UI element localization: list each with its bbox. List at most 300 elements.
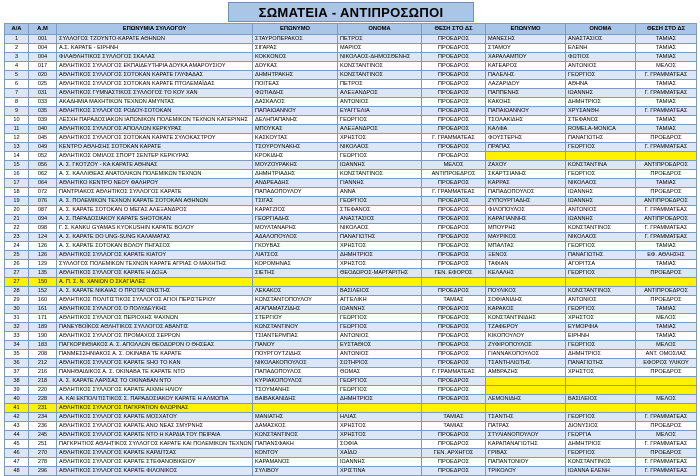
registry-number-cell: 270 [29,448,57,457]
table-row [5,385,697,394]
rep2-position-cell: ΤΑΜΙΑΣ [636,304,697,313]
club-name-cell: ΑΘΛΗΤΙΚΟΣ ΣΥΛΛΟΓΟΣ ΠΑΓΚΡΑΤΙΟΝ ΦΛΩΡΙΝΑΣ [57,403,253,412]
rep2-surname-cell: ΦΟΥΣΤΕΡΗΣ [486,133,566,142]
table-row [5,106,697,115]
row-number-cell: 30 [5,304,29,313]
registry-number-cell: 135 [29,268,57,277]
club-name-cell: ΑΘΛΗΤΙΚΟΣ ΣΥΛΛΟΓΟΣ ΚΑΡΑΤΕ ΦΙΛΟΝΙΚΟΣ [57,466,253,475]
club-name-cell: ΑΘΛΗΤΙΚΟΣ ΣΥΛΛΟΓΟΣ ΣΟΤΟΚΑΝ ΚΑΡΑΤΕ ΠΤΟΛΕΜΑΪΔΑΣ [57,79,253,88]
rep1-name-cell: ΓΙΑΝΝΗΣ [338,178,422,187]
rep1-surname-cell: ΚΑΣΚΟΥΤΑΣ [253,133,338,142]
rep1-name-cell: ΝΙΚΟΛΑΟΣ [338,223,422,232]
table-row [5,250,697,259]
rep1-name-cell: ΣΩΤΗΡΙΟΣ [338,358,422,367]
rep2-name-cell [566,385,636,394]
rep2-surname-cell: ΤΣΟΛΑΚΙΔΗΣ [486,115,566,124]
registry-number-cell: 020 [29,70,57,79]
rep1-name-cell: ΑΝΝΑ [338,187,422,196]
club-name-cell: ΠΑΓΚΟΡΙΝΘΙΑΚΟΣ Α. Σ. ΑΠΟΛΛΩΝ ΘΕΟΔΩΡΟΝ Ο ΘΗΣΕΑΣ [57,340,253,349]
row-number-cell: 15 [5,160,29,169]
row-number-cell: 1 [5,34,29,43]
rep2-position-cell: ΑΝΤΙΠΡΟΕΔΡΟΣ [636,286,697,295]
rep2-name-cell: ΓΕΩΡΓΙΟΣ [566,169,636,178]
rep2-name-cell: ΚΩΝΣΤΑΝΤΙΝΟΣ [566,286,636,295]
rep1-surname-cell: ΔΗΜΗΤΡΑΚΗΣ [253,70,338,79]
rep1-position-cell: ΠΡΟΕΔΡΟΣ [422,205,486,214]
table-row [5,151,697,160]
rep2-name-cell: ΠΑΝΑΓΙΩΤΗΣ [566,358,636,367]
club-name-cell: ΦΙΛΑΘΛΗΤΙΚΟΣ ΣΥΛΛΟΓΟΣ ΣΚΑΛΑΣ [57,52,253,61]
registry-number-cell: 129 [29,259,57,268]
registry-number-cell: 056 [29,160,57,169]
table-row [5,286,697,295]
rep2-name-cell: ΚΩΝΣΤΑΝΤΙΝΑ [566,160,636,169]
row-number-cell: 3 [5,52,29,61]
rep2-position-cell: ΠΡΟΕΔΡΟΣ [636,169,697,178]
rep2-surname-cell: ΦΙΛΟΠΟΥΛΟΣ [486,205,566,214]
rep2-position-cell: ΠΡΟΕΔΡΟΣ [636,367,697,376]
row-number-cell: 23 [5,232,29,241]
rep1-surname-cell: ΚΑΡΑΜΑΝΟΣ [253,457,338,466]
rep2-position-cell: ΤΑΜΙΑΣ [636,43,697,52]
row-number-cell: 24 [5,241,29,250]
row-number-cell: 12 [5,133,29,142]
rep2-name-cell [566,403,636,412]
rep2-position-cell: Γ. ΓΡΑΜΜΑΤΕΑΣ [636,142,697,151]
rep1-position-cell [422,403,486,412]
rep1-name-cell: ΑΛΕΞΑΝΔΡΟΣ [338,88,422,97]
rep2-surname-cell: ΠΡΑΠΑΣ [486,142,566,151]
registry-number-cell: 212 [29,358,57,367]
rep2-name-cell: ΝΙΚΟΛΑΟΣ [566,232,636,241]
rep2-name-cell: ΓΕΩΡΓΙΟΣ [566,142,636,151]
table-row [5,259,697,268]
rep1-name-cell: ΑΛΕΞΑΝΔΡΟΣ [338,124,422,133]
rep1-name-cell: ΧΑΪΔΩ [338,448,422,457]
registry-number-cell: 251 [29,439,57,448]
rep2-name-cell: ΓΕΩΡΓΙΟΣ [566,340,636,349]
rep1-name-cell: ΘΩΜΑΣ [338,367,422,376]
rep1-position-cell: ΤΑΜΙΑΣ [422,412,486,421]
registry-number-cell: 087 [29,205,57,214]
rep2-surname-cell: ΚΑΛΦΑ [486,124,566,133]
rep1-position-cell: ΤΑΜΙΑΣ [422,295,486,304]
row-number-cell: 41 [5,403,29,412]
rep1-name-cell: ΑΝΤΩΝΙΟΣ [338,331,422,340]
rep2-position-cell [636,277,697,286]
rep2-name-cell: ΓΕΩΡΓΙΑ [566,430,636,439]
club-name-cell: ΛΕΣΧΗ ΠΑΡΑΔΟΣΙΑΚΩΝ ΙΑΠΩΝΙΚΩΝ ΠΟΛΕΜΙΚΩΝ ΤΕΧΝΩΝ ΚΑΤΕΡΙΝΗΣ [57,115,253,124]
table-row [5,232,697,241]
rep2-surname-cell: ΚΑΚΟΗΣ [486,97,566,106]
rep1-surname-cell: ΤΣΟΥΜΑΝΗΣ [253,385,338,394]
club-name-cell: ΑΘΛΗΤΙΚΟΣ ΣΥΛΛΟΓΟΣ ΠΡΟΜΑΧΟΣ ΣΕΡΡΩΝ [57,331,253,340]
registry-number-cell: 076 [29,196,57,205]
rep1-surname-cell: ΣΤΑΥΡΟΠΕΡΑΚΟΣ [253,34,338,43]
registry-number-cell: 004 [29,43,57,52]
rep2-position-cell: ΠΡΟΕΔΡΟΣ [636,448,697,457]
table-row [5,430,697,439]
rep1-name-cell: ΒΑΣΙΛΕΙΟΣ [338,286,422,295]
club-name-cell: Α. Σ. ΚΑΡΑΤΕ ΝΙΚΑΙΑΣ Ο ΠΡΩΤΑΓΩΝΙΣΤΗΣ [57,286,253,295]
rep2-surname-cell [486,376,566,385]
club-name-cell: ΑΘΛΗΤΙΚΟΣ ΣΥΛΛΟΓΟΣ ΚΑΡΑΤΕ ΚΑΡΔΙΤΣΑΣ [57,448,253,457]
rep2-name-cell: ΕΙΡΗΝΗ [566,331,636,340]
table-row [5,466,697,475]
row-number-cell: 32 [5,322,29,331]
table-row [5,142,697,151]
rep2-position-cell: ΑΝΤΙΠΡΟΕΔΡΟΣ [636,160,697,169]
rep1-position-cell: ΠΡΟΕΔΡΟΣ [422,223,486,232]
rep1-surname-cell: ΓΚΟΥΒΑΣ [253,241,338,250]
registry-number-cell: 035 [29,106,57,115]
registry-number-cell: 052 [29,151,57,160]
row-number-cell: 2 [5,43,29,52]
club-name-cell: ΠΑΝΤΡΙΑΚΟΣ ΑΘΛΗΤΙΚΟΣ ΣΥΛΛΟΓΟΣ ΚΑΡΑΤΕ [57,187,253,196]
column-header: ΟΝΟΜΑ [566,24,636,35]
rep1-position-cell: ΠΡΟΕΔΡΟΣ [422,376,486,385]
rep2-position-cell: ΑΝΤ. ΟΜΟΣ/ΙΑΣ [636,349,697,358]
rep2-name-cell: ΑΝΤΩΝΙΟΣ [566,61,636,70]
row-number-cell: 33 [5,331,29,340]
rep1-surname-cell: ΚΡΟΚΙΔΗΣ [253,151,338,160]
registry-number-cell: 004 [29,52,57,61]
registry-number-cell: 025 [29,79,57,88]
rep2-surname-cell [486,277,566,286]
rep2-surname-cell: ΜΠΑΛΤΑΣ [486,241,566,250]
rep1-name-cell: ΧΡΗΣΤΟΣ [338,241,422,250]
rep2-surname-cell: ΤΣΑΝΤΗΣ [486,412,566,421]
registry-number-cell: 183 [29,340,57,349]
column-header: Α.Μ [29,24,57,35]
rep2-position-cell: Γ. ΓΡΑΜΜΑΤΕΑΣ [636,70,697,79]
rep2-name-cell: ΑΝΤΩΝΙΟΣ [566,205,636,214]
rep2-surname-cell: ΤΡΙΚΟΛΟΥ [486,466,566,475]
rep2-surname-cell [486,403,566,412]
rep2-surname-cell: ΑΜΒΡΑΖΗΣ [486,367,566,376]
rep2-surname-cell: ΠΑΠΑΔΟΠΟΥΛΟΣ [486,187,566,196]
rep1-name-cell: ΓΕΩΡΓΙΟΣ [338,385,422,394]
rep1-position-cell [422,277,486,286]
rep1-name-cell: ΜΑΡΙΟΣ [338,43,422,52]
table-row [5,340,697,349]
rep1-name-cell: ΝΙΚΟΛΑΟΣ-ΔΗΜΟΣΘΕΝΗΣ [338,52,422,61]
rep2-name-cell: ΦΩΤΙΟΣ [566,52,636,61]
rep1-name-cell: ΣΟΦΙΑ [338,439,422,448]
rep2-position-cell: ΤΑΜΙΑΣ [636,241,697,250]
rep2-position-cell: ΤΑΜΙΑΣ [636,79,697,88]
table-row [5,277,697,286]
rep2-position-cell [636,385,697,394]
rep1-position-cell: Γ. ΓΡΑΜΜΑΤΕΑΣ [422,367,486,376]
row-number-cell: 8 [5,97,29,106]
table-row [5,349,697,358]
club-name-cell: ΑΘΛΗΤΙΚΟΣ ΣΥΛΛΟΓΟΣ ΚΑΡΑΤΕ ΣΤΕΦΑΝΟΒΙΚΕΙΟΥ [57,457,253,466]
club-name-cell: ΣΥΛΛΟΓΟΣ ΠΟΛΕΜΙΚΩΝ ΤΕΧΝΩΝ ΚΑΡΑΤΕ ΑΓΡΙΑΣ Ο ΜΑΧΗΤΗΣ [57,259,253,268]
row-number-cell: 17 [5,178,29,187]
rep1-position-cell: ΠΡΟΕΔΡΟΣ [422,124,486,133]
rep2-name-cell: ΒΑΣΙΛΕΙΟΣ [566,394,636,403]
rep2-position-cell: ΜΕΛΟΣ [636,394,697,403]
table-row [5,187,697,196]
rep2-surname-cell: ΛΕΜΟΝΙΔΗΣ [486,394,566,403]
rep1-surname-cell: ΠΑΠΑΔΟΠΟΥΛΟΣ [253,367,338,376]
rep2-name-cell: ΙΩΑΝΝΗΣ [566,214,636,223]
rep2-surname-cell: ΧΑΡΑΛΑΜΠΟΥ [486,52,566,61]
rep1-surname-cell: ΔΑΜΑΣΚΟΣ [253,421,338,430]
rep1-position-cell: ΠΡΟΕΔΡΟΣ [422,331,486,340]
registry-number-cell: 040 [29,124,57,133]
rep2-name-cell: ΙΩΑΝΝΗΣ [566,196,636,205]
rep1-surname-cell: ΠΑΝΟΥ [253,340,338,349]
rep2-name-cell: ΝΙΚΟΛΑΟΣ [566,178,636,187]
rep1-position-cell: ΠΡΟΕΔΡΟΣ [422,106,486,115]
rep2-position-cell: ΤΑΜΙΑΣ [636,331,697,340]
rep2-position-cell: ΜΕΛΟΣ [636,430,697,439]
rep1-surname-cell: ΚΟΡΟΜΗΝΑΣ [253,259,338,268]
registry-number-cell: 033 [29,97,57,106]
rep2-surname-cell: ΠΑΛΕΛΗΣ [486,70,566,79]
rep1-name-cell: ΙΩΑΝΝΗΣ [338,160,422,169]
table-row [5,331,697,340]
club-name-cell: ΑΘΛΗΤΙΚΟΣ ΣΥΛΛΟΓΟΣ ΚΑΡΑΤΕ ΑΝΩ ΝΕΑΣ ΣΜΥΡΝΗΣ [57,421,253,430]
table-row [5,133,697,142]
rep1-name-cell: ΕΥΣΤΑΘΙΟΣ [338,340,422,349]
registry-number-cell: 190 [29,331,57,340]
registry-number-cell: 045 [29,133,57,142]
rep1-position-cell: ΠΡΟΕΔΡΟΣ [422,313,486,322]
rep1-surname-cell: ΠΟΥΡΓΟΥΤΖΙΔΗΣ [253,349,338,358]
registry-number-cell: 189 [29,322,57,331]
rep1-position-cell: ΠΡΟΕΔΡΟΣ [422,196,486,205]
rep2-surname-cell: ΞΕΝΟΣ [486,250,566,259]
rep2-surname-cell: ΚΑΡΑΓΙΑΝΝΗΣ [486,214,566,223]
club-name-cell: ΑΘΛΗΤΙΚΟΣ ΣΥΛΛΟΓΟΣ ΚΑΡΑΤΕ ΜΟΣΧΑΤΟΥ [57,412,253,421]
table-row [5,439,697,448]
row-number-cell: 27 [5,268,29,277]
rep2-name-cell: ΕΛΕΝΗ [566,43,636,52]
club-name-cell: Α. Π. Σ. Ν. ΧΑΝΙΩΝ Ο ΣΚΑΓΙΑΛΕΣ [57,277,253,286]
rep2-surname-cell: ΠΑΠΑΝΤΩΝΙΟΥ [486,457,566,466]
rep1-position-cell: ΠΡΟΕΔΡΟΣ [422,151,486,160]
rep1-surname-cell: ΜΟΥΛΤΑΝΑΡΗΣ [253,223,338,232]
registry-number-cell: 220 [29,385,57,394]
club-name-cell: ΑΘΛΗΤΙΚΟΣ ΣΥΛΛΟΓΟΣ Ο ΠΟΛΥΔΕΥΚΗΣ [57,304,253,313]
rep1-surname-cell [253,403,338,412]
rep2-surname-cell: ΤΖΑΦΕΡΟΥ [486,322,566,331]
rep1-surname-cell: ΦΩΤΙΑΔΗΣ [253,88,338,97]
rep1-name-cell: ΓΕΩΡΓΙΟΣ [338,196,422,205]
club-name-cell: ΑΘΛΗΤΙΚΟΣ ΣΥΛΛΟΓΟΣ ΚΑΡΑΤΕ Η ΔΟΞΑ [57,268,253,277]
rep1-position-cell: ΠΡΟΕΔΡΟΣ [422,70,486,79]
table-row [5,52,697,61]
club-name-cell: Α. Σ. ΚΑΡΑΤΕ ΣΟΤΟΚΑΝ ΒΟΛΟΥ ΠΗΓΑΣΟΣ [57,241,253,250]
rep1-position-cell: Γ. ΓΡΑΜΜΑΤΕΑΣ [422,133,486,142]
rep2-surname-cell: ΛΑΖΑΡΙΔΟΥ [486,79,566,88]
rep2-name-cell [566,277,636,286]
row-number-cell: 36 [5,358,29,367]
rep1-position-cell: ΠΡΟΕΔΡΟΣ [422,61,486,70]
rep2-surname-cell: ΤΣΑΝΤΗΛΙΩΤΗΣ [486,358,566,367]
rep2-name-cell: ΙΩΑΝΝΗΣ [566,187,636,196]
rep2-surname-cell: ΠΟΥΛΙΚΟΣ [486,286,566,295]
row-number-cell: 48 [5,466,29,475]
rep2-name-cell: ΧΡΗΣΤΟΣ [566,313,636,322]
rep1-name-cell: ΑΝΑΣΤΑΣΙΟΣ [338,214,422,223]
rep2-position-cell: ΜΕΛΟΣ [636,313,697,322]
table-row [5,304,697,313]
rep1-position-cell: Γ. ΓΡΑΜΜΑΤΕΑΣ [422,187,486,196]
rep1-position-cell: ΠΡΟΕΔΡΟΣ [422,394,486,403]
column-header: ΘΕΣΗ ΣΤΟ ΔΣ [636,24,697,35]
rep1-surname-cell [253,277,338,286]
rep1-surname-cell: ΔΗΜΗΤΡΙΑΔΗΣ [253,169,338,178]
rep1-name-cell: ΙΩΑΝΝΗΣ [338,457,422,466]
column-header: ΕΠΩΝΥΜΟ [486,24,566,35]
rep2-position-cell: Γ. ΓΡΑΜΜΑΤΕΑΣ [636,457,697,466]
rep2-name-cell: ΙΩΑΝΝΑ ΕΛΕΝΗ [566,466,636,475]
row-number-cell: 47 [5,457,29,466]
registry-number-cell: 245 [29,430,57,439]
rep1-position-cell: ΠΡΟΕΔΡΟΣ [422,241,486,250]
table-row [5,241,697,250]
registry-number-cell: 231 [29,403,57,412]
club-name-cell: ΑΘΛΗΤΙΚΟΣ ΟΜΙΛΟΣ ΣΠΟΡΤ ΣΕΝΤΕΡ ΚΕΡΚΥΡΑΣ [57,151,253,160]
rep1-surname-cell: ΑΔΑΛΟΠΟΥΛΟΣ [253,232,338,241]
rep2-position-cell: ΑΝΤΙΠΡΟΕΔΡΟΣ [636,214,697,223]
rep2-name-cell: ΓΕΩΡΓΙΟΣ [566,268,636,277]
row-number-cell: 22 [5,223,29,232]
rep2-surname-cell: ΚΑΡΡΑΣ [486,178,566,187]
table-row [5,34,697,43]
rep1-surname-cell: ΚΟΝΤΟΥ [253,448,338,457]
rep1-surname-cell: ΛΙΑΤΣΟΣ [253,250,338,259]
registry-number-cell: 228 [29,394,57,403]
row-number-cell: 20 [5,205,29,214]
rep2-surname-cell: ΚΙΚΟΠΟΥΛΟΥ [486,331,566,340]
table-row [5,268,697,277]
rep2-surname-cell: ΚΑΡΑΚΟΣ [486,304,566,313]
registry-number-cell: 278 [29,457,57,466]
club-name-cell: ΑΘΛΗΤΙΚΟΣ ΣΥΛΛΟΓΟΣ ΑΠΟΛΛΩΝ ΚΕΡΚΥΡΑΣ [57,124,253,133]
rep1-position-cell: ΠΡΟΕΔΡΟΣ [422,250,486,259]
rep2-name-cell: ΑΓΟΡΙΤΣΑ [566,259,636,268]
rep2-name-cell: ΑΘΗΝΑ [566,79,636,88]
rep1-position-cell: ΠΡΟΕΔΡΟΣ [422,52,486,61]
table-row [5,79,697,88]
rep1-position-cell: ΠΡΟΕΔΡΟΣ [422,322,486,331]
rep2-position-cell: ΤΑΜΙΑΣ [636,322,697,331]
rep2-name-cell: ΚΩΝΣΤΑΝΤΙΝΟΣ [566,223,636,232]
rep1-surname-cell: ΔΑΣΚΑΛΟΣ [253,97,338,106]
table-row [5,376,697,385]
registry-number-cell: 064 [29,178,57,187]
rep2-position-cell: ΤΑΜΙΑΣ [636,52,697,61]
row-number-cell: 21 [5,214,29,223]
club-name-cell: Α. Σ. ΓΚΟΤΖΟΥ - ΚΑ ΚΑΡΑΤΕ ΑΘΗΝΑΣ [57,160,253,169]
table-row [5,322,697,331]
rep2-position-cell: Γ. ΓΡΑΜΜΑΤΕΑΣ [636,223,697,232]
rep1-position-cell: ΠΡΟΕΔΡΟΣ [422,97,486,106]
table-row [5,160,697,169]
rep1-position-cell: ΠΡΟΕΔΡΟΣ [422,142,486,151]
rep2-surname-cell [486,151,566,160]
registry-number-cell: 171 [29,313,57,322]
rep1-position-cell: ΠΡΟΕΔΡΟΣ [422,214,486,223]
rep2-position-cell: ΕΦ. ΑΘΛΗΣΗΣ [636,250,697,259]
rep2-surname-cell: ΜΑΥΡΙΚΟΣ [486,232,566,241]
table-row [5,448,697,457]
table-body [5,34,697,475]
club-name-cell: Α. ΚΑΙ ΕΚΠΟΛΙΤΙΣΤΙΚΟΣ Σ. ΠΑΡΑΔΟΣΙΑΚΟΥ ΚΑΡΑΤΕ Η ΑΛΜΩΠΙΑ [57,394,253,403]
club-name-cell: ΑΘΛΗΤΙΚΟΣ ΠΟΛΙΤΙΣΤΙΚΟΣ ΣΥΛΛΟΓΟΣ ΑΓΙΟΙ ΠΕΡΙΣΤΕΡΙΟΥ [57,295,253,304]
rep1-surname-cell: ΜΠΟΥΚΑΣ [253,124,338,133]
rep2-surname-cell: ΠΑΤΡΑΣ [486,421,566,430]
rep1-position-cell: ΠΡΟΕΔΡΟΣ [422,466,486,475]
column-header: ΕΠΩΝΥΜΟ [253,24,338,35]
rep1-name-cell: ΧΡΗΣΤΟΣ [338,430,422,439]
club-name-cell: ΑΘΛΗΤΙΚΟ ΚΕΝΤΡΟ ΝΕΟΥ ΦΑΛΗΡΟΥ [57,178,253,187]
row-number-cell: 35 [5,349,29,358]
rep2-position-cell: ΤΑΜΙΑΣ [636,115,697,124]
registry-number-cell: 236 [29,421,57,430]
rep1-surname-cell: ΣΤΕΡΓΙΟΥ [253,313,338,322]
rep1-surname-cell: ΓΕΩΡΓΙΑΔΗΣ [253,214,338,223]
rep1-name-cell: ΣΤΕΦΑΝΟΣ [338,205,422,214]
rep2-surname-cell: ΚΕΛΑΛΗΣ [486,268,566,277]
rep1-surname-cell: ΜΑΝΙΑΤΗΣ [253,412,338,421]
rep1-name-cell: ΘΕΟΔΩΡΟΣ-ΜΑΡΓΑΡΙΤΗΣ [338,268,422,277]
rep1-surname-cell: ΣΙΕΤΗΣ [253,268,338,277]
table-row [5,214,697,223]
rep2-name-cell: ΠΑΝΑΓΙΩΤΗΣ [566,133,636,142]
rep1-surname-cell: ΚΩΝΣΤΑΝΤΟΠΟΥΛΟΥ [253,295,338,304]
column-header: ΟΝΟΜΑ [338,24,422,35]
rep1-surname-cell: ΑΓΑΠΑΜΑΤΖΙΔΗΣ [253,304,338,313]
registry-number-cell: 126 [29,250,57,259]
rep2-surname-cell: ΠΑΠΠΕΝΗΣ [486,88,566,97]
row-number-cell: 38 [5,376,29,385]
rep1-name-cell: ΗΛΙΑΣ [338,412,422,421]
club-name-cell: ΑΘΛΗΤΙΚΟΣ ΣΥΛΛΟΓΟΣ ΣΟΤΟΚΑΝ ΚΑΡΑΤΕ ΓΛΥΦΑΔΑΣ [57,70,253,79]
rep2-name-cell: ΓΕΩΡΓΙΟΣ [566,70,636,79]
rep2-position-cell: ΑΝΤΙΠΡΟΕΔΡΟΣ [636,196,697,205]
row-number-cell: 28 [5,286,29,295]
row-number-cell: 34 [5,340,29,349]
rep2-name-cell: ΑΝΤΩΝΙΟΣ [566,295,636,304]
row-number-cell: 45 [5,439,29,448]
rep1-name-cell: ΓΕΩΡΓΙΟΣ [338,313,422,322]
table-row [5,196,697,205]
rep1-position-cell: ΠΡΟΕΔΡΟΣ [422,457,486,466]
row-number-cell: 10 [5,115,29,124]
rep2-surname-cell: ΓΡΙΒΑΣ [486,448,566,457]
club-name-cell: Α. Σ. ΠΑΡΑΔΟΣΙΑΚΟΥ ΚΑΡΑΤΕ SHOTOKAN [57,214,253,223]
rep1-surname-cell: ΠΑΠΑΝΣΦΑΚΗ [253,439,338,448]
rep2-position-cell: Γ. ΓΡΑΜΜΑΤΕΑΣ [636,439,697,448]
rep1-name-cell: ΑΓΓΕΛΙΚΗ [338,295,422,304]
club-name-cell: Α. Σ. ΚΑΛΛΙΘΕΑΣ ΑΝΑΤΟΛΙΚΩΝ ΠΟΛΕΜΙΚΩΝ ΤΕΧΝΩΝ [57,169,253,178]
rep2-position-cell: ΤΑΜΙΑΣ [636,178,697,187]
row-number-cell: 42 [5,412,29,421]
rep1-surname-cell: ΠΟΙΤΕΑΣ [253,79,338,88]
column-header: ΘΕΣΗ ΣΤΟ ΔΣ [422,24,486,35]
rep1-name-cell [338,277,422,286]
rep1-surname-cell: ΤΣΙΑΝΤΕΡΜΠΑΣ [253,331,338,340]
rep2-position-cell [636,376,697,385]
page-title [228,2,474,22]
club-name-cell: ΑΘΛΗΤΙΚΟΣ ΓΥΜΝΑΣΤΙΚΟΣ ΣΥΛΛΟΓΟΣ ΤΟ ΚΟΥ ΧΑΝ [57,88,253,97]
